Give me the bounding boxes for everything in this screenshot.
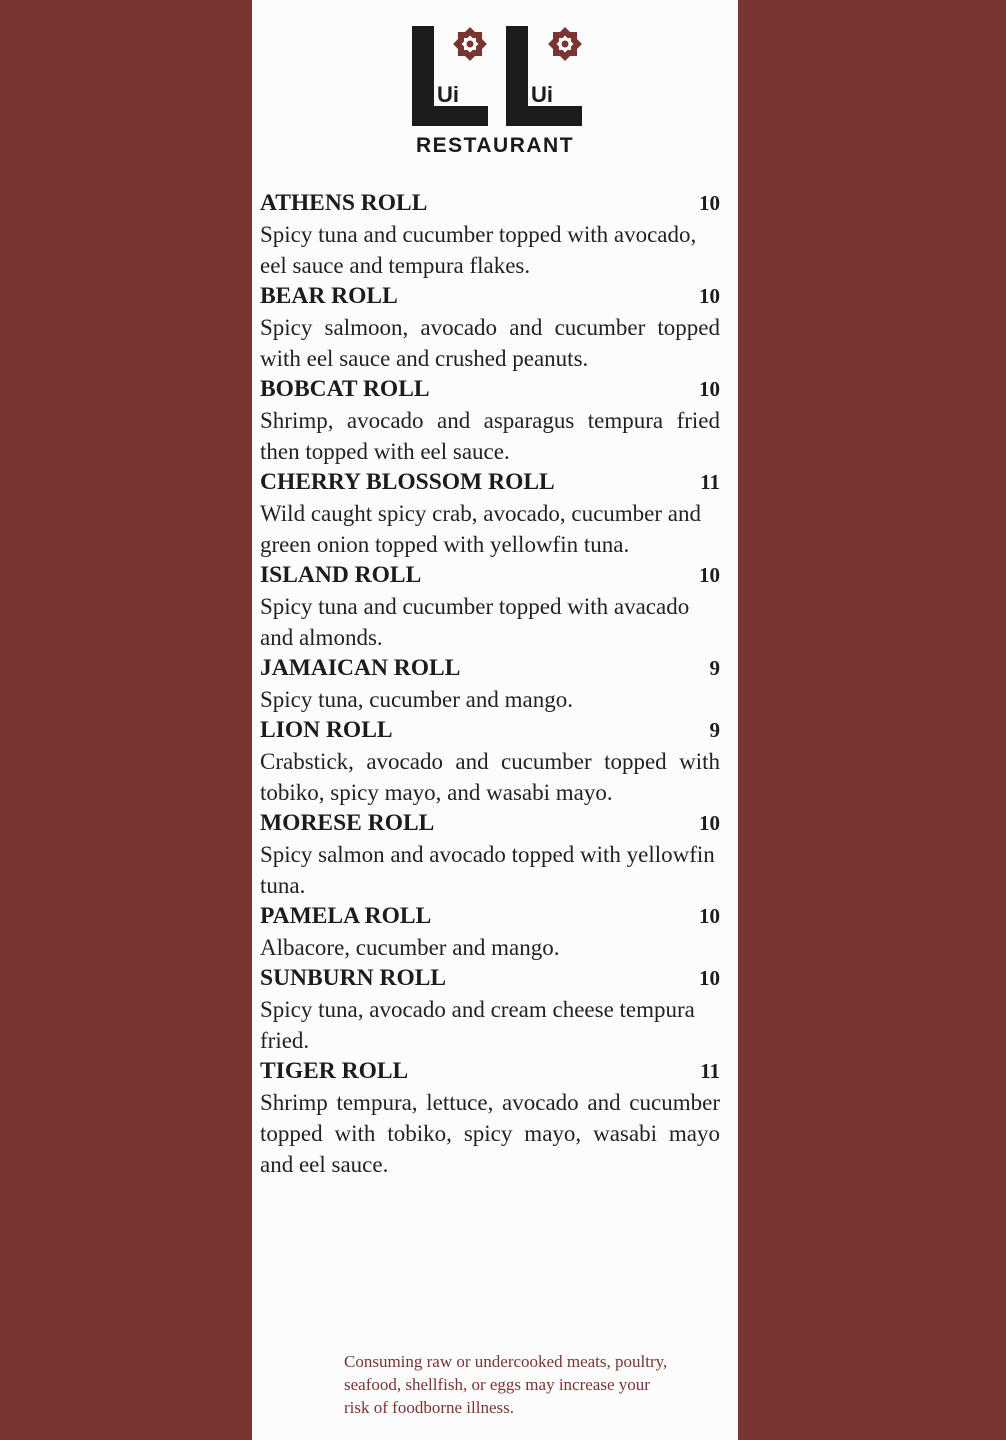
menu-list xyxy=(260,188,720,1180)
item-price: 9 xyxy=(709,718,720,742)
item-description: Spicy tuna and cucumber topped with avocado, eel sauce and tempura flakes. xyxy=(260,222,697,278)
menu-item xyxy=(260,653,720,715)
item-name: ATHENS ROLL xyxy=(260,190,428,216)
item-price: 11 xyxy=(700,1059,720,1083)
luilui-restaurant-logo xyxy=(412,26,586,126)
item-description: Wild caught spicy crab, avocado, cucumber and green onion topped with yellowfin tuna. xyxy=(260,501,702,557)
food-safety-warning: Consuming raw or undercooked meats, poultry, seafood, shellfish, or eggs may increase your risk of foodborne illness. xyxy=(344,1352,668,1417)
menu-item xyxy=(260,1056,720,1180)
star-flower-icon xyxy=(548,27,582,61)
menu-item xyxy=(260,188,720,281)
item-price: 10 xyxy=(699,284,720,308)
item-name: MORESE ROLL xyxy=(260,810,435,836)
item-price: 10 xyxy=(699,563,720,587)
menu-item xyxy=(260,560,720,653)
menu-item xyxy=(260,901,720,963)
item-price: 10 xyxy=(699,377,720,401)
item-description: Shrimp, avocado and asparagus tempura fried then topped with eel sauce. xyxy=(260,408,720,464)
item-description: Crabstick, avocado and cucumber topped with tobiko, spicy mayo, and wasabi mayo. xyxy=(260,749,720,805)
item-description: Spicy tuna, cucumber and mango. xyxy=(260,687,573,712)
item-description: Spicy salmoon, avocado and cucumber topped with eel sauce and crushed peanuts. xyxy=(260,315,720,371)
item-description: Shrimp tempura, lettuce, avocado and cucumber topped with tobiko, spicy mayo, wasabi mayo and eel sauce. xyxy=(260,1090,720,1177)
item-price: 10 xyxy=(699,811,720,835)
item-name: CHERRY BLOSSOM ROLL xyxy=(260,469,555,495)
item-name: TIGER ROLL xyxy=(260,1058,409,1084)
item-name: JAMAICAN ROLL xyxy=(260,655,461,681)
item-price: 9 xyxy=(709,656,720,680)
item-price: 10 xyxy=(699,191,720,215)
menu-item xyxy=(260,281,720,374)
brand-subtitle: RESTAURANT xyxy=(415,134,575,157)
item-description: Spicy tuna, avocado and cream cheese tempura fried. xyxy=(260,997,695,1053)
item-name: BOBCAT ROLL xyxy=(260,376,430,402)
item-name: LION ROLL xyxy=(260,717,393,743)
item-price: 10 xyxy=(699,904,720,928)
menu-panel xyxy=(252,0,738,1440)
menu-item xyxy=(260,374,720,467)
item-name: ISLAND ROLL xyxy=(260,562,422,588)
menu-item xyxy=(260,715,720,808)
menu-item xyxy=(260,963,720,1056)
star-flower-icon xyxy=(453,27,487,61)
item-name: PAMELA ROLL xyxy=(260,903,432,929)
item-name: SUNBURN ROLL xyxy=(260,965,447,991)
item-name: BEAR ROLL xyxy=(260,283,398,309)
item-description: Spicy salmon and avocado topped with yellowfin tuna. xyxy=(260,842,715,898)
item-description: Spicy tuna and cucumber topped with avacado and almonds. xyxy=(260,594,690,650)
item-price: 10 xyxy=(699,966,720,990)
menu-item xyxy=(260,808,720,901)
item-description: Albacore, cucumber and mango. xyxy=(260,935,560,960)
menu-item xyxy=(260,467,720,560)
svg-text:Ui: Ui xyxy=(437,82,459,107)
svg-text:Ui: Ui xyxy=(531,82,553,107)
item-price: 11 xyxy=(700,470,720,494)
